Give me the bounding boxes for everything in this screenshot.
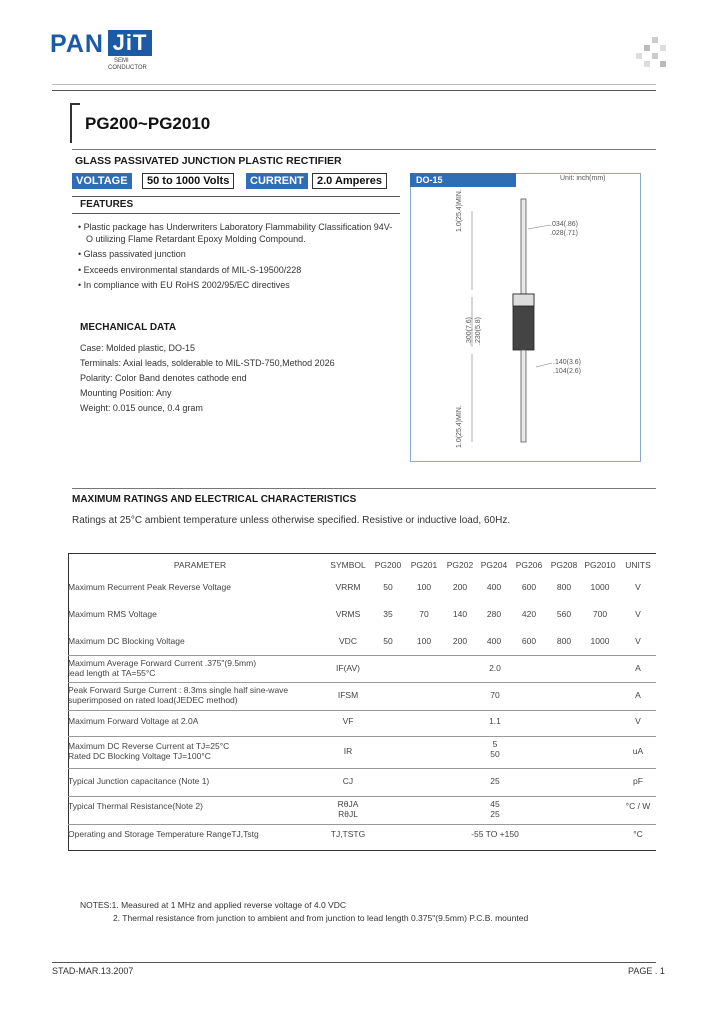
ratings-heading: MAXIMUM RATINGS AND ELECTRICAL CHARACTERISTICS [72,494,357,505]
row-unit: V [635,582,641,592]
page-number: PAGE . 1 [628,966,665,976]
row-value: 700 [592,609,608,619]
row-unit: V [635,609,641,619]
row-value: 35 [383,609,393,619]
dim-body-diameter-2: .104(2.6) [553,368,582,375]
features-rule-top [72,196,400,197]
row-value: 200 [452,636,468,646]
row-parameter: Operating and Storage Temperature RangeTJ,Tstg [68,829,259,839]
col-header: PG2010 [584,560,616,570]
row-value: 400 [486,636,502,646]
table-row-divider [68,796,656,797]
package-name: DO-15 [410,173,516,187]
table-border-top [68,553,656,554]
subtitle-rule [72,149,656,150]
diode-outline-icon [410,187,641,462]
row-symbol: IR [343,746,353,756]
table-row-divider [68,824,656,825]
ratings-rule [72,488,656,489]
row-parameter: Peak Forward Surge Current : 8.3ms single half sine-wave [68,685,289,695]
row-parameter: Maximum Average Forward Current .375"(9.5mm) [68,658,257,668]
row-parameter: Maximum DC Reverse Current at TJ=25°C [68,741,230,751]
row-symbol: CJ [342,776,354,786]
row-unit: A [635,690,641,700]
logo-sub-line1: SEMI [114,58,129,64]
row-value: 200 [452,582,468,592]
current-tag: CURRENT [246,173,308,189]
row-value: 1000 [590,582,610,592]
row-symbol: IF(AV) [336,663,360,673]
row-unit: V [635,636,641,646]
row-symbol: TJ,TSTG [330,829,366,839]
col-header: PG202 [446,560,474,570]
mechanical-line: Case: Molded plastic, DO-15 [80,343,196,353]
row-parameter: Maximum DC Blocking Voltage [68,636,185,646]
dim-lead-bottom: 1.0(25.4)MIN. [456,405,463,448]
dim-body-diameter [553,358,581,376]
col-header: PG200 [374,560,402,570]
row-value: 1000 [590,636,610,646]
table-row-divider [68,710,656,711]
row-value-merged-2: 25 [490,809,500,819]
table-row-divider [68,768,656,769]
list-item: • Exceeds environmental standards of MIL-S-19500/228 [78,264,302,275]
row-symbol: VRMS [335,609,361,619]
row-unit: uA [632,746,644,756]
row-unit: V [635,716,641,726]
dim-body-diameter-1: .140(3.6) [553,359,582,366]
col-header: PARAMETER [173,560,227,570]
logo-sub-line2: CONDUCTOR [108,65,147,71]
row-value: 100 [416,636,432,646]
note-1: NOTES:1. Measured at 1 MHz and applied reverse voltage of 4.0 VDC [80,900,346,910]
dim-body-length-1: .300(7.6) [466,316,473,345]
row-parameter-line2: lead length at TA=55°C [68,668,156,678]
table-row-divider [68,682,656,683]
row-value: 800 [556,582,572,592]
mechanical-line: Weight: 0.015 ounce, 0.4 gram [80,403,203,413]
table-border-bottom [68,850,656,851]
dim-lead-top: 1.0(25.4)MIN. [456,189,463,232]
mechanical-line: Terminals: Axial leads, solderable to MIL-STD-750,Method 2026 [80,358,335,368]
row-symbol: RθJA [337,799,359,809]
footer-doc-id: STAD-MAR.13.2007 [52,966,134,976]
row-unit: °C [633,829,643,839]
mechanical-heading: MECHANICAL DATA [80,322,177,333]
row-unit: A [635,663,641,673]
col-header: PG208 [550,560,578,570]
row-symbol: VDC [339,636,357,646]
voltage-tag: VOLTAGE [72,173,132,189]
row-value-merged: 1.1 [489,716,501,726]
row-symbol: VRRM [335,582,361,592]
list-item: • Plastic package has Underwriters Laboratory Flammability Classification 94V-O utilizing Flame Retardant Epoxy Molding Compound. [78,222,393,244]
title-frame [70,103,72,143]
dim-body-length-2: .230(5.8) [475,316,482,345]
col-header: PG201 [410,560,438,570]
table-row-divider [68,736,656,737]
ratings-note: Ratings at 25°C ambient temperature unless otherwise specified. Resistive or inductive load, 60Hz. [72,515,511,526]
table-row-divider [68,655,656,656]
list-item: • In compliance with EU RoHS 2002/95/EC directives [78,280,290,290]
features-list [78,222,398,296]
row-value: 50 [383,636,393,646]
features-heading: FEATURES [80,199,134,210]
dim-lead-diameter-1: .034(.86) [550,221,579,228]
voltage-value: 50 to 1000 Volts [142,173,234,189]
row-value: 560 [556,609,572,619]
row-value-merged-2: 50 [490,749,500,759]
dim-lead-diameter [550,220,578,238]
row-value-merged: 25 [490,776,500,786]
header-rule-light [52,84,656,85]
row-symbol-2: RθJL [338,809,358,819]
row-value: 140 [452,609,468,619]
row-parameter: Maximum Forward Voltage at 2.0A [68,716,199,726]
row-value: 800 [556,636,572,646]
row-parameter: Typical Junction capacitance (Note 1) [68,776,210,786]
footer-rule [52,962,656,963]
row-parameter: Typical Thermal Resistance(Note 2) [68,801,203,811]
row-value-merged: 2.0 [489,663,501,673]
row-value: 50 [383,582,393,592]
col-header: SYMBOL [330,560,366,570]
col-header: PG206 [515,560,543,570]
row-value-merged: 5 [492,739,498,749]
row-unit: pF [633,776,643,786]
row-value: 100 [416,582,432,592]
logo-text: PAN [50,30,104,58]
row-value-merged: -55 TO +150 [471,829,519,839]
row-value: 280 [486,609,502,619]
page-title: PG200~PG2010 [85,114,211,133]
mechanical-data [80,341,410,416]
row-value: 600 [521,636,537,646]
row-symbol: VF [342,716,354,726]
row-value-merged: 45 [490,799,500,809]
list-item: • Glass passivated junction [78,249,186,259]
logo-accent: JiT [108,30,152,56]
package-units: Unit: inch(mm) [560,175,606,182]
col-header: UNITS [625,560,651,570]
row-value: 420 [521,609,537,619]
header-rule [52,90,656,91]
current-value: 2.0 Amperes [312,173,387,189]
row-parameter: Maximum Recurrent Peak Reverse Voltage [68,582,231,592]
row-value-merged: 70 [490,690,500,700]
row-symbol: IFSM [337,690,359,700]
note-2: 2. Thermal resistance from junction to ambient and from junction to lead length 0.375"(9.5mm) P.C.B. mounted [113,913,529,923]
decorative-dots-icon [630,35,670,71]
dim-lead-diameter-2: .028(.71) [550,230,579,237]
row-parameter-line2: Rated DC Blocking Voltage TJ=100°C [68,751,211,761]
row-unit: °C / W [625,801,651,811]
logo-subtitle [108,58,147,72]
mechanical-line: Mounting Position: Any [80,388,172,398]
row-value: 400 [486,582,502,592]
product-subtitle: GLASS PASSIVATED JUNCTION PLASTIC RECTIFIER [75,155,342,167]
row-value: 70 [419,609,429,619]
mechanical-line: Polarity: Color Band denotes cathode end [80,373,247,383]
row-parameter: Maximum RMS Voltage [68,609,157,619]
row-parameter-line2: superimposed on rated load(JEDEC method) [68,695,238,705]
title-frame-top [70,103,80,105]
row-value: 600 [521,582,537,592]
col-header: PG204 [480,560,508,570]
features-rule [72,213,400,214]
